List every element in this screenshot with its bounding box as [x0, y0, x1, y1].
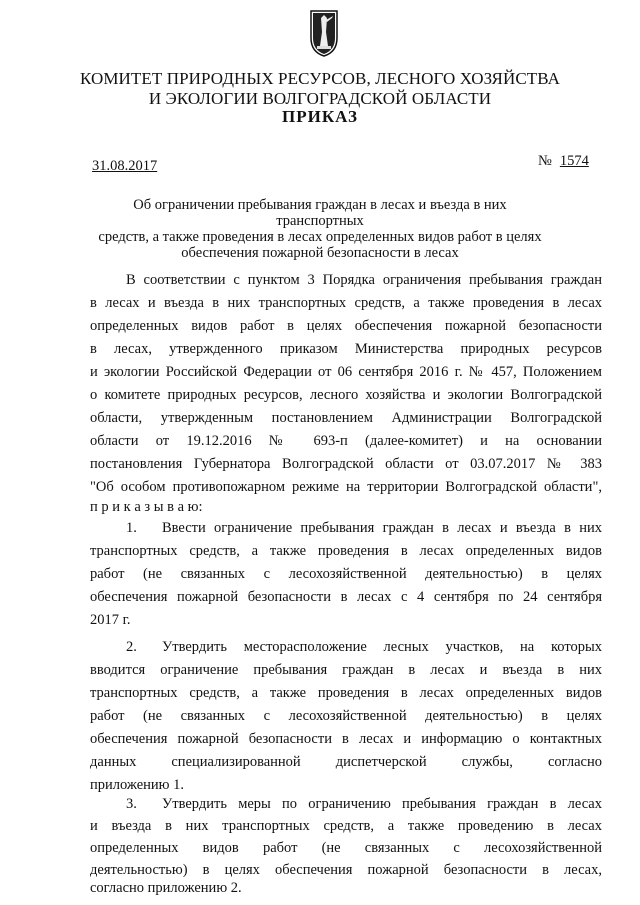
item-line: обеспечения пожарной безопасности в лесах и информацию о контактных — [90, 731, 602, 747]
preamble-line: определенных видов работ в целях обеспечения пожарной безопасности — [90, 318, 602, 334]
preamble-line: "Об особом противопожарном режиме на территории Волгоградской области", — [90, 479, 602, 495]
item-line: согласно приложению 2. — [90, 880, 242, 896]
organization-name-line2: И ЭКОЛОГИИ ВОЛГОГРАДСКОЙ ОБЛАСТИ — [148, 89, 492, 108]
item-line: деятельностью) в целях обеспечения пожарной безопасности в лесах, — [90, 862, 602, 878]
preamble-line: в лесах и въезда в них транспортных средств, а также проведения в лесах — [90, 295, 602, 311]
preamble-line: В соответствии с пунктом 3 Порядка ограничения пребывания граждан — [126, 272, 602, 288]
item-line: Ввести ограничение пребывания граждан в лесах и въезда в них — [162, 520, 602, 536]
subject-line: Об ограничении пребывания граждан в лесах и въезда в них транспортных — [133, 197, 507, 229]
preamble-line: и экологии Российской Федерации от 06 сентября 2016 г. № 457, Положением — [90, 364, 602, 380]
item-line: определенных видов работ (не связанных с лесохозяйственной — [90, 840, 602, 856]
order-subject — [90, 197, 550, 261]
preamble-line: в лесах, утвержденного приказом Министерства природных ресурсов — [90, 341, 602, 357]
item-line: и въезда в них транспортных средств, а также проведению в лесах — [90, 818, 602, 834]
item-line: транспортных средств, а также проведения в лесах определенных видов — [90, 543, 602, 559]
document-type-title: ПРИКАЗ — [282, 107, 358, 126]
preamble-directive: п р и к а з ы в а ю: — [90, 499, 203, 515]
organization-name-line1: КОМИТЕТ ПРИРОДНЫХ РЕСУРСОВ, ЛЕСНОГО ХОЗЯЙСТВА — [79, 69, 561, 88]
item-line: работ (не связанных с лесохозяйственной деятельностью) в целях — [90, 708, 602, 724]
item-line: данных специализированной диспетчерской службы, согласно — [90, 754, 602, 770]
item-line: работ (не связанных с лесохозяйственной деятельностью) в целях — [90, 566, 602, 582]
preamble-line: области, утвержденным постановлением Администрации Волгоградской — [90, 410, 602, 426]
preamble-line: области от 19.12.2016 № 693-п (далее-комитет) и на основании — [90, 433, 602, 449]
item-line: приложению 1. — [90, 777, 185, 793]
item-line: Утвердить меры по ограничению пребывания граждан в лесах — [162, 796, 602, 812]
preamble-line: о комитете природных ресурсов, лесного хозяйства и экологии Волгоградской — [90, 387, 602, 403]
volgograd-coat-of-arms-icon — [309, 8, 339, 58]
order-date: 31.08.2017 — [92, 158, 158, 174]
item-number: 2. — [126, 639, 137, 655]
item-number: 1. — [126, 520, 137, 536]
item-line: транспортных средств, а также проведения в лесах определенных видов — [90, 685, 602, 701]
item-line: обеспечения пожарной безопасности в лесах с 4 сентября по 24 сентября — [90, 589, 602, 605]
preamble-line: постановления Губернатора Волгоградской области от 03.07.2017 № 383 — [90, 456, 602, 472]
order-number: № 1574 — [538, 153, 589, 169]
item-line: 2017 г. — [90, 612, 131, 628]
subject-line: средств, а также проведения в лесах определенных видов работ в целях — [98, 229, 542, 245]
subject-line: обеспечения пожарной безопасности в лесах — [181, 245, 459, 261]
item-line: Утвердить месторасположение лесных участков, на которых — [162, 639, 602, 655]
item-number: 3. — [126, 796, 137, 812]
item-line: вводится ограничение пребывания граждан в лесах и въезда в них — [90, 662, 602, 678]
